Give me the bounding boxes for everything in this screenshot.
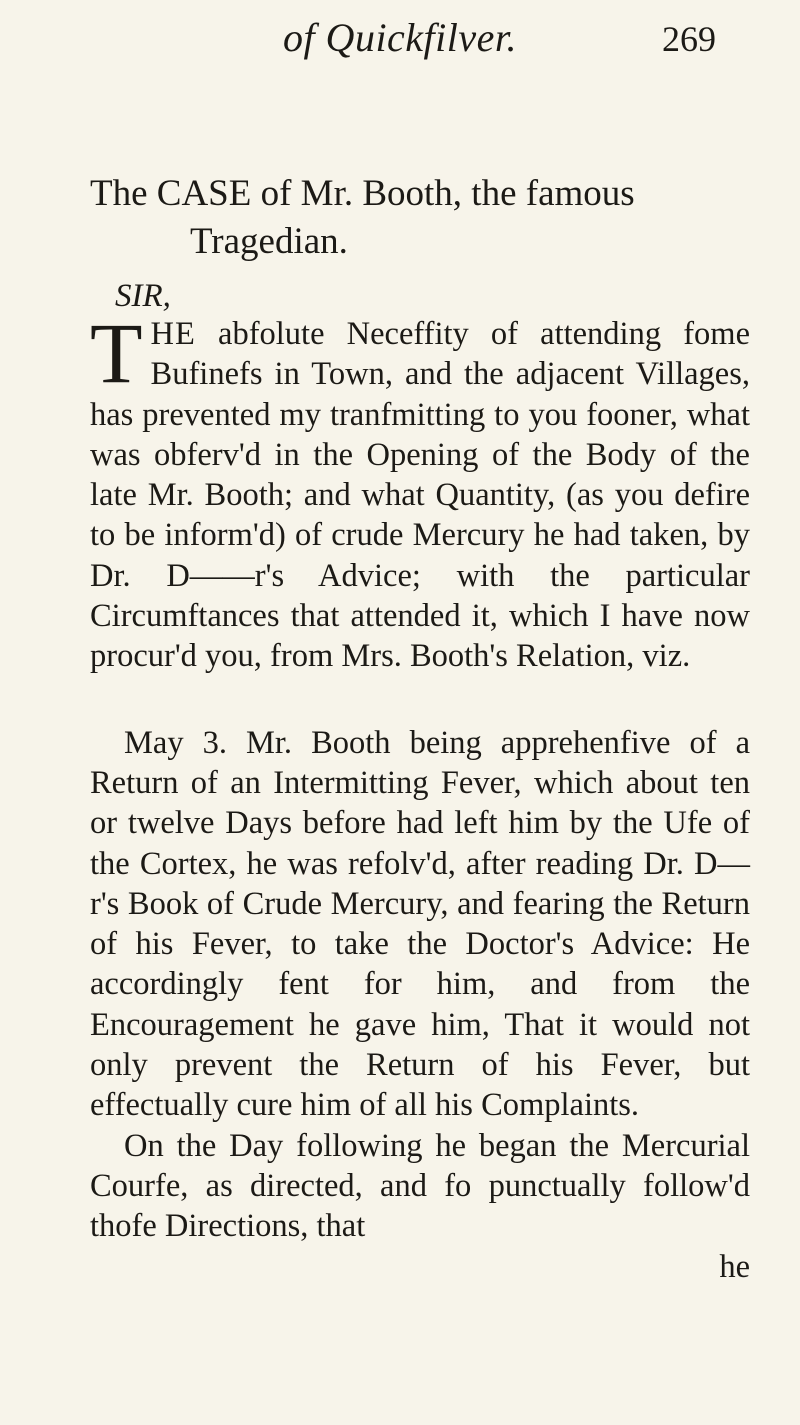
letter-body: [90, 305, 751, 1287]
page-number: 269: [662, 19, 716, 59]
case-heading: [90, 170, 750, 266]
first-word: HE: [150, 316, 196, 352]
heading-line-2: Tragedian.: [190, 221, 348, 262]
salutation: SIR,: [115, 278, 171, 314]
catchword: he: [719, 1248, 750, 1285]
drop-cap: T: [90, 305, 143, 401]
paragraph-gap: [90, 677, 750, 723]
paragraph-2: May 3. Mr. Booth being apprehenfive of a Return of an Intermitting Fever, which about ten or twelve Days before had left him by the Ufe of the Cortex, he was refolv'd, after reading Dr. D—r's Book of Crude Mercury, and fearing the Return of his Fever, to take the Doctor's Advice: He accordingly fent for him, and from the Encouragement he gave him, That it would not only prevent the Return of his Fever, but effectually cure him of all his Complaints.: [90, 724, 750, 1124]
paragraph-1-text: abfolute Neceffity of attending fome Bufinefs in Town, and the adjacent Villages, has prevented my tranfmitting to you fooner, what was obferv'd in the Opening of the Body of the late Mr. Booth; and what Quantity, (as you defire to be inform'd) of crude Mercury he had taken, by Dr. D——r's Advice; with the particular Circumftances that attended it, which I have now procur'd you, from Mrs. Booth's Relation, viz.: [90, 316, 751, 675]
running-title: of Quickfilver.: [282, 15, 518, 60]
heading-line-1: The CASE of Mr. Booth, the famous: [90, 173, 635, 214]
running-head: [0, 14, 800, 74]
paragraph-3: On the Day following he began the Mercurial Courfe, as directed, and fo punctually follow'd thofe Directions, that: [90, 1127, 750, 1245]
paragraph-1: [90, 305, 751, 677]
